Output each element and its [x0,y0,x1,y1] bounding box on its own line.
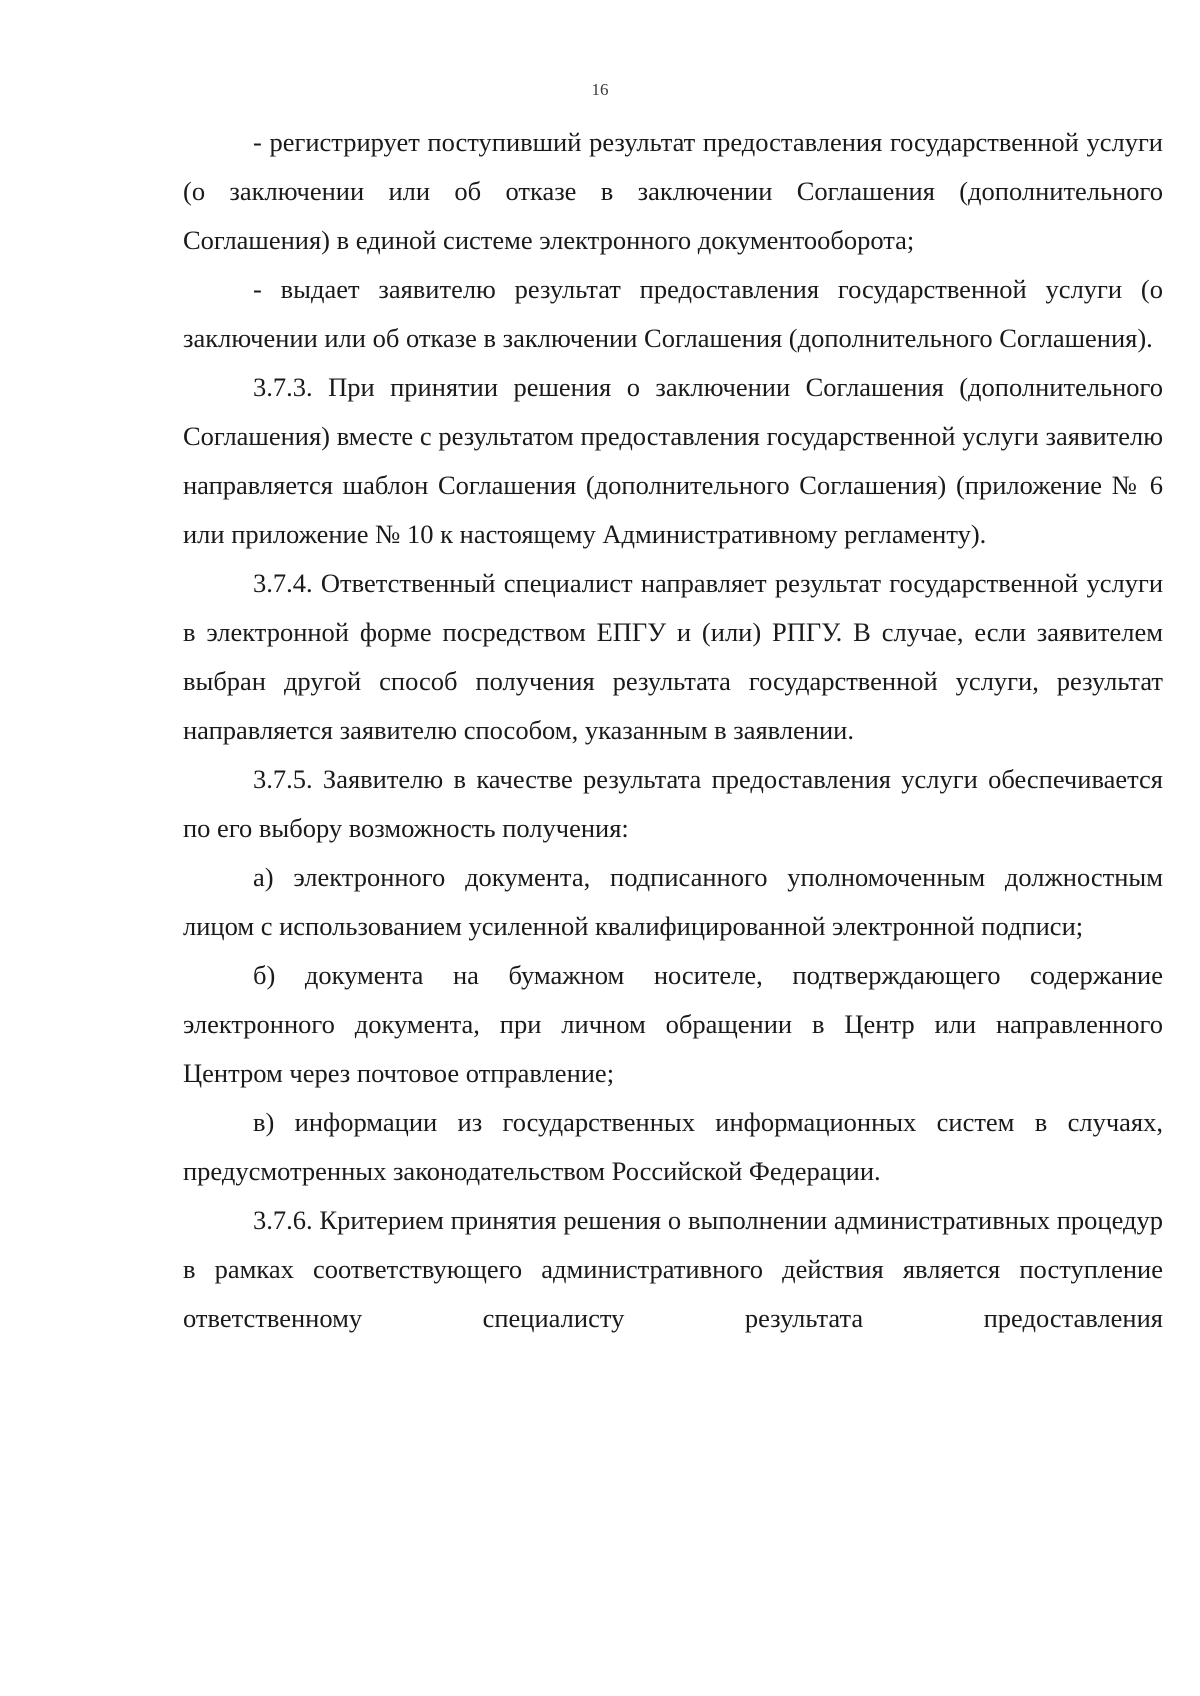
paragraph-option-v: в) информации из государственных информационных систем в случаях, предусмотренных законодательством Российской Федерации. [183,1107,1163,1186]
paragraph-option-a: а) электронного документа, подписанного уполномоченным должностным лицом с использованием усиленной квалифицированной электронной подписи; [183,862,1163,941]
page-number: 16 [591,80,609,99]
paragraph-issue-result: - выдает заявителю результат предоставления государственной услуги (о заключении или об отказе в заключении Соглашения (дополнительного Соглашения). [183,274,1163,353]
document-body [183,118,1163,1343]
paragraph-register-result: - регистрирует поступивший результат предоставления государственной услуги (о заключении или об отказе в заключении Соглашения (дополнительного Соглашения) в единой системе электронного документооборота; [183,127,1163,255]
paragraph-3-7-4: 3.7.4. Ответственный специалист направляет результат государственной услуги в электронной форме посредством ЕПГУ и (или) РПГУ. В случае, если заявителем выбран другой способ получения результата государственной услуги, результат направляется заявителю способом, указанным в заявлении. [183,568,1163,745]
paragraph-3-7-6: 3.7.6. Критерием принятия решения о выполнении административных процедур в рамках соответствующего административного действия является поступление ответственному специалисту результата предоставления [183,1205,1163,1333]
paragraph-3-7-3: 3.7.3. При принятии решения о заключении Соглашения (дополнительного Соглашения) вместе с результатом предоставления государственной услуги заявителю направляется шаблон Соглашения (дополнительного Соглашения) (приложение № 6 или приложение № 10 к настоящему Административному регламенту). [183,372,1163,549]
paragraph-option-b: б) документа на бумажном носителе, подтверждающего содержание электронного документа, при личном обращении в Центр или направленного Центром через почтовое отправление; [183,960,1163,1088]
paragraph-3-7-5: 3.7.5. Заявителю в качестве результата предоставления услуги обеспечивается по его выбору возможность получения: [183,764,1163,843]
